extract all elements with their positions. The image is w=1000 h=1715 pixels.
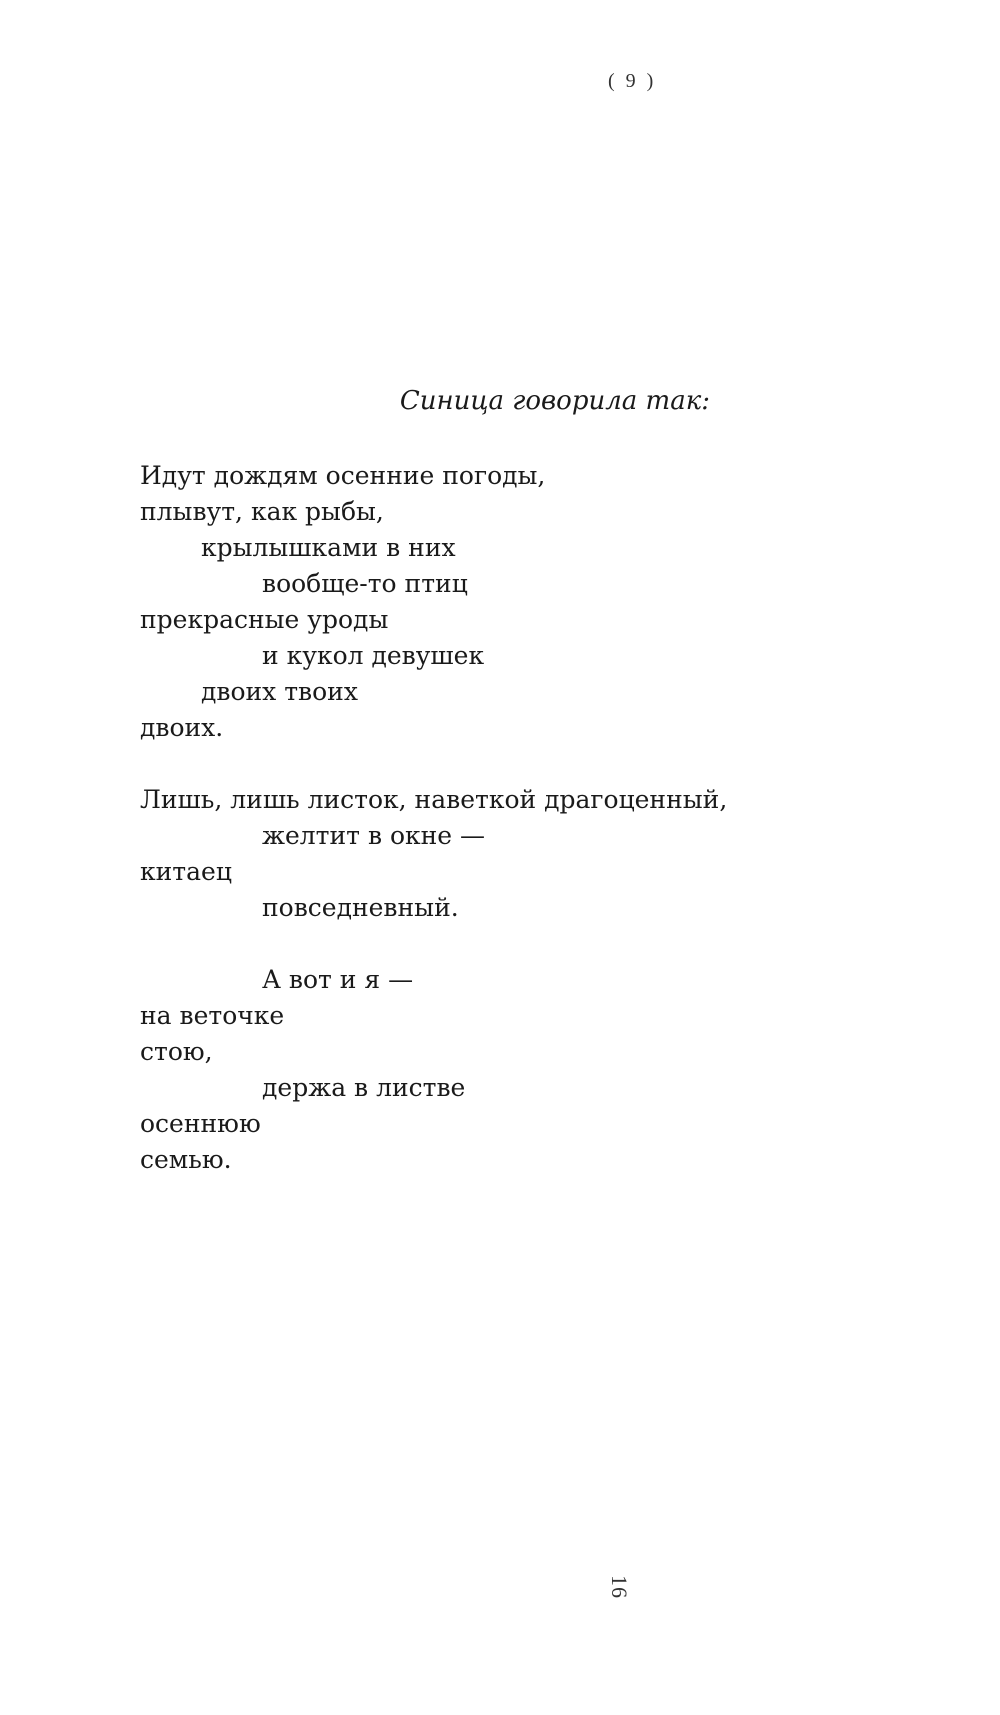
poem-heading: Синица говорила так: — [399, 386, 710, 416]
stanza — [140, 458, 760, 746]
poem-line: крылышками в них — [201, 533, 456, 562]
poem-line: семью. — [140, 1145, 232, 1174]
poem-line: А вот и я — — [262, 965, 414, 994]
stanza — [140, 962, 760, 1178]
poem-line: Лишь, лишь листок, наветкой драгоценный, — [140, 785, 728, 814]
poem-line: и кукол девушек — [262, 641, 485, 670]
poem-line: китаец — [140, 857, 232, 886]
poem-line: плывут, как рыбы, — [140, 497, 384, 526]
poem-line: прекрасные уроды — [140, 605, 389, 634]
section-number: ( 9 ) — [608, 70, 657, 92]
poem-line: двоих твоих — [201, 677, 358, 706]
poem-line: двоих. — [140, 713, 224, 742]
poem-line: вообще-то птиц — [262, 569, 468, 598]
stanza — [140, 782, 760, 926]
poem-line: желтит в окне — — [262, 821, 486, 850]
poem-line: повседневный. — [262, 893, 459, 922]
poem-line: Идут дождям осенние погоды, — [140, 461, 546, 490]
poem-line: стою, — [140, 1037, 213, 1066]
poem-line: на веточке — [140, 1001, 285, 1030]
poem-body — [140, 458, 760, 1214]
page-number: 16 — [607, 1575, 632, 1599]
poem-line: осеннюю — [140, 1109, 261, 1138]
poem-line: держа в листве — [262, 1073, 466, 1102]
